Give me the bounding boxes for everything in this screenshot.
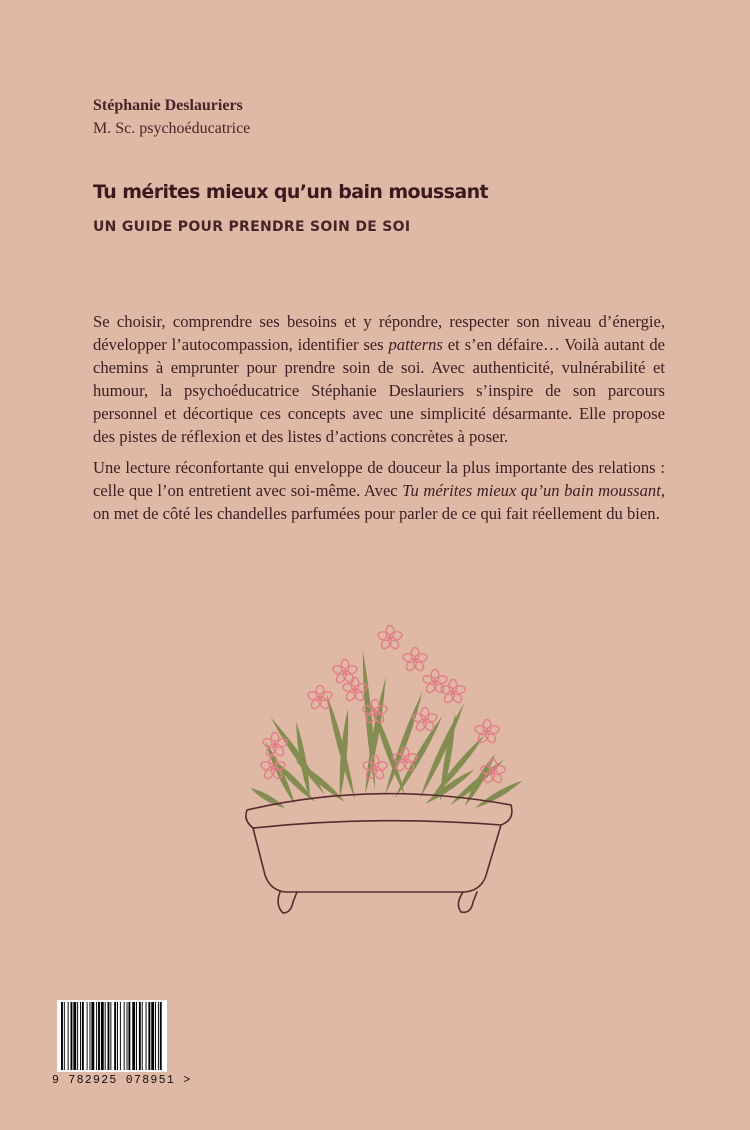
p1-text-a: Se choisir, comprendre ses besoins et y répondre, respecter son niveau d’énergie, développer l’autocompassion, identifier ses <box>93 312 665 354</box>
p1-emphasis: patterns <box>388 335 443 354</box>
p2-text-b: , on met de côté les chandelles parfumées pour parler de ce qui fait réellement du bien. <box>93 481 665 523</box>
bathtub-with-flowers-icon <box>225 620 525 920</box>
description-paragraph-1 <box>93 310 665 448</box>
author-name: Stéphanie Deslauriers <box>93 97 243 114</box>
book-subtitle: UN GUIDE POUR PRENDRE SOIN DE SOI <box>93 219 411 235</box>
p2-emphasis: Tu mérites mieux qu’un bain moussant <box>402 481 661 500</box>
description-paragraph-2 <box>93 456 665 525</box>
isbn-number: 9 782925 078951 > <box>52 1074 192 1087</box>
barcode <box>57 1000 167 1072</box>
p2-text-a: Une lecture réconfortante qui enveloppe de douceur la plus importante des relations : celle que l’on entretient avec soi-même. Avec <box>93 458 665 500</box>
author-credential: M. Sc. psychoéducatrice <box>93 120 251 137</box>
p1-text-b: et s’en défaire… Voilà autant de chemins à emprunter pour prendre soin de soi. Avec authenticité, vulnérabilité et humour, la psychoéducatrice Stéphanie Deslauriers s’inspire de son parcours personnel et décortique ces concepts avec une simplicité désarmante. Elle propose des pistes de réflexion et des listes d’actions concrètes à poser. <box>93 335 665 446</box>
book-title: Tu mérites mieux qu’un bain moussant <box>93 181 488 203</box>
